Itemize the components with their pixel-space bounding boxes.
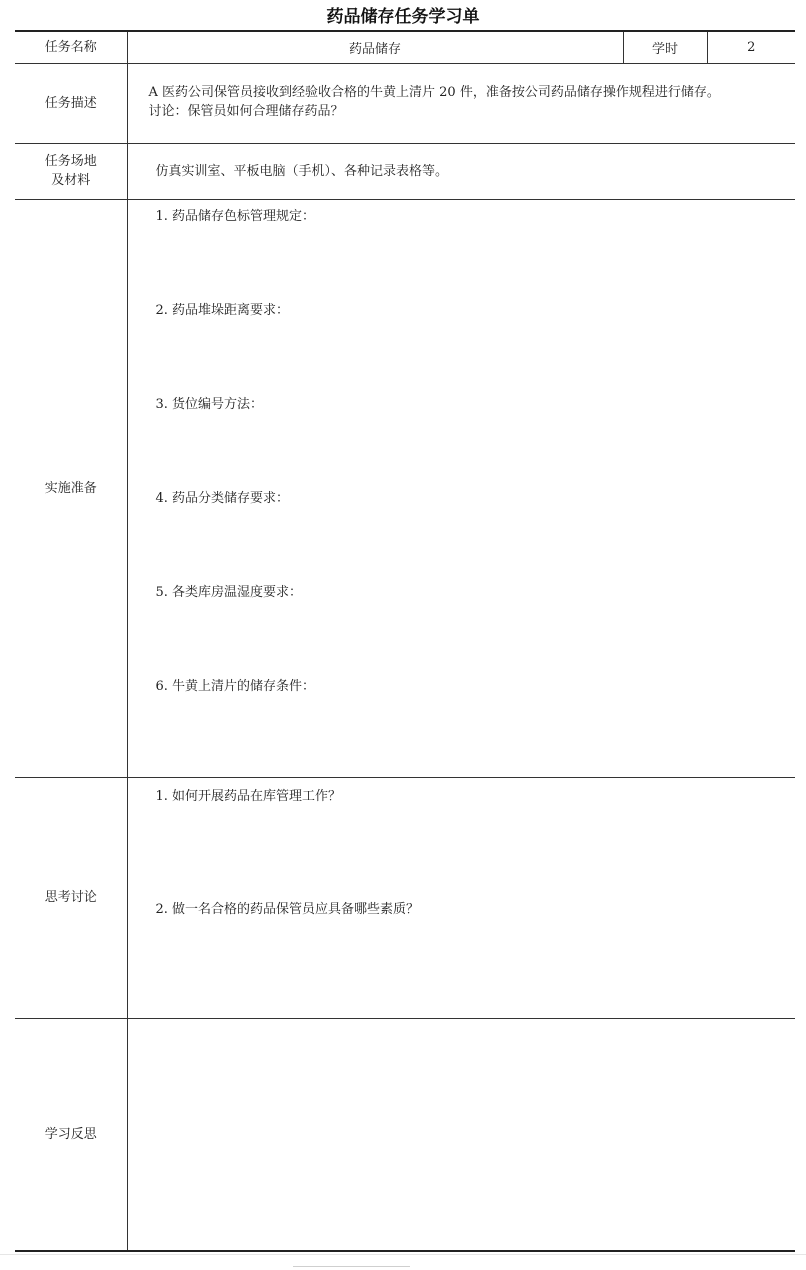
discussion-item: 1. 如何开展药品在库管理工作？ (155, 788, 342, 804)
hours-label: 学时 (623, 31, 707, 63)
preparation-item: 5. 各类库房温湿度要求： (155, 584, 303, 600)
row-reflection (15, 1018, 795, 1251)
venue-label-line2: 及材料 (51, 173, 91, 188)
task-name-label: 任务名称 (15, 31, 127, 63)
preparation-label: 实施准备 (15, 199, 127, 777)
preparation-item: 3. 货位编号方法： (155, 396, 264, 412)
preparation-item: 4. 药品分类储存要求： (155, 490, 290, 506)
venue-label (15, 143, 127, 199)
task-description-cell (127, 63, 795, 143)
preparation-cell (127, 199, 795, 777)
row-task-description (15, 63, 795, 143)
page-footer-mark (293, 1266, 410, 1270)
row-venue-materials (15, 143, 795, 199)
task-description-text: A 医药公司保管员接收到经验收合格的牛黄上清片 20 件，准备按公司药品储存操作规程进行储存。 (148, 85, 720, 100)
task-name-value: 药品储存 (127, 31, 623, 63)
discussion-cell (127, 777, 795, 1018)
learning-sheet-table (15, 30, 795, 1252)
preparation-item: 6. 牛黄上清片的储存条件： (155, 678, 316, 694)
venue-text: 仿真实训室、平板电脑（手机）、各种记录表格等。 (127, 143, 795, 199)
document-title: 药品储存任务学习单 (326, 7, 480, 27)
discussion-label: 思考讨论 (15, 777, 127, 1018)
hours-value: 2 (707, 31, 795, 63)
task-description-label: 任务描述 (15, 63, 127, 143)
task-description-discussion: 讨论：保管员如何合理储存药品？ (148, 104, 344, 119)
preparation-item: 1. 药品储存色标管理规定： (155, 208, 316, 224)
row-task-name (15, 31, 795, 63)
preparation-item: 2. 药品堆垛距离要求： (155, 302, 290, 318)
page-footer-divider (0, 1254, 806, 1255)
discussion-item: 2. 做一名合格的药品保管员应具备哪些素质？ (155, 901, 420, 917)
reflection-label: 学习反思 (15, 1018, 127, 1251)
venue-label-line1: 任务场地 (44, 154, 97, 169)
row-preparation (15, 199, 795, 777)
reflection-answer-area[interactable] (127, 1018, 795, 1251)
row-discussion (15, 777, 795, 1018)
